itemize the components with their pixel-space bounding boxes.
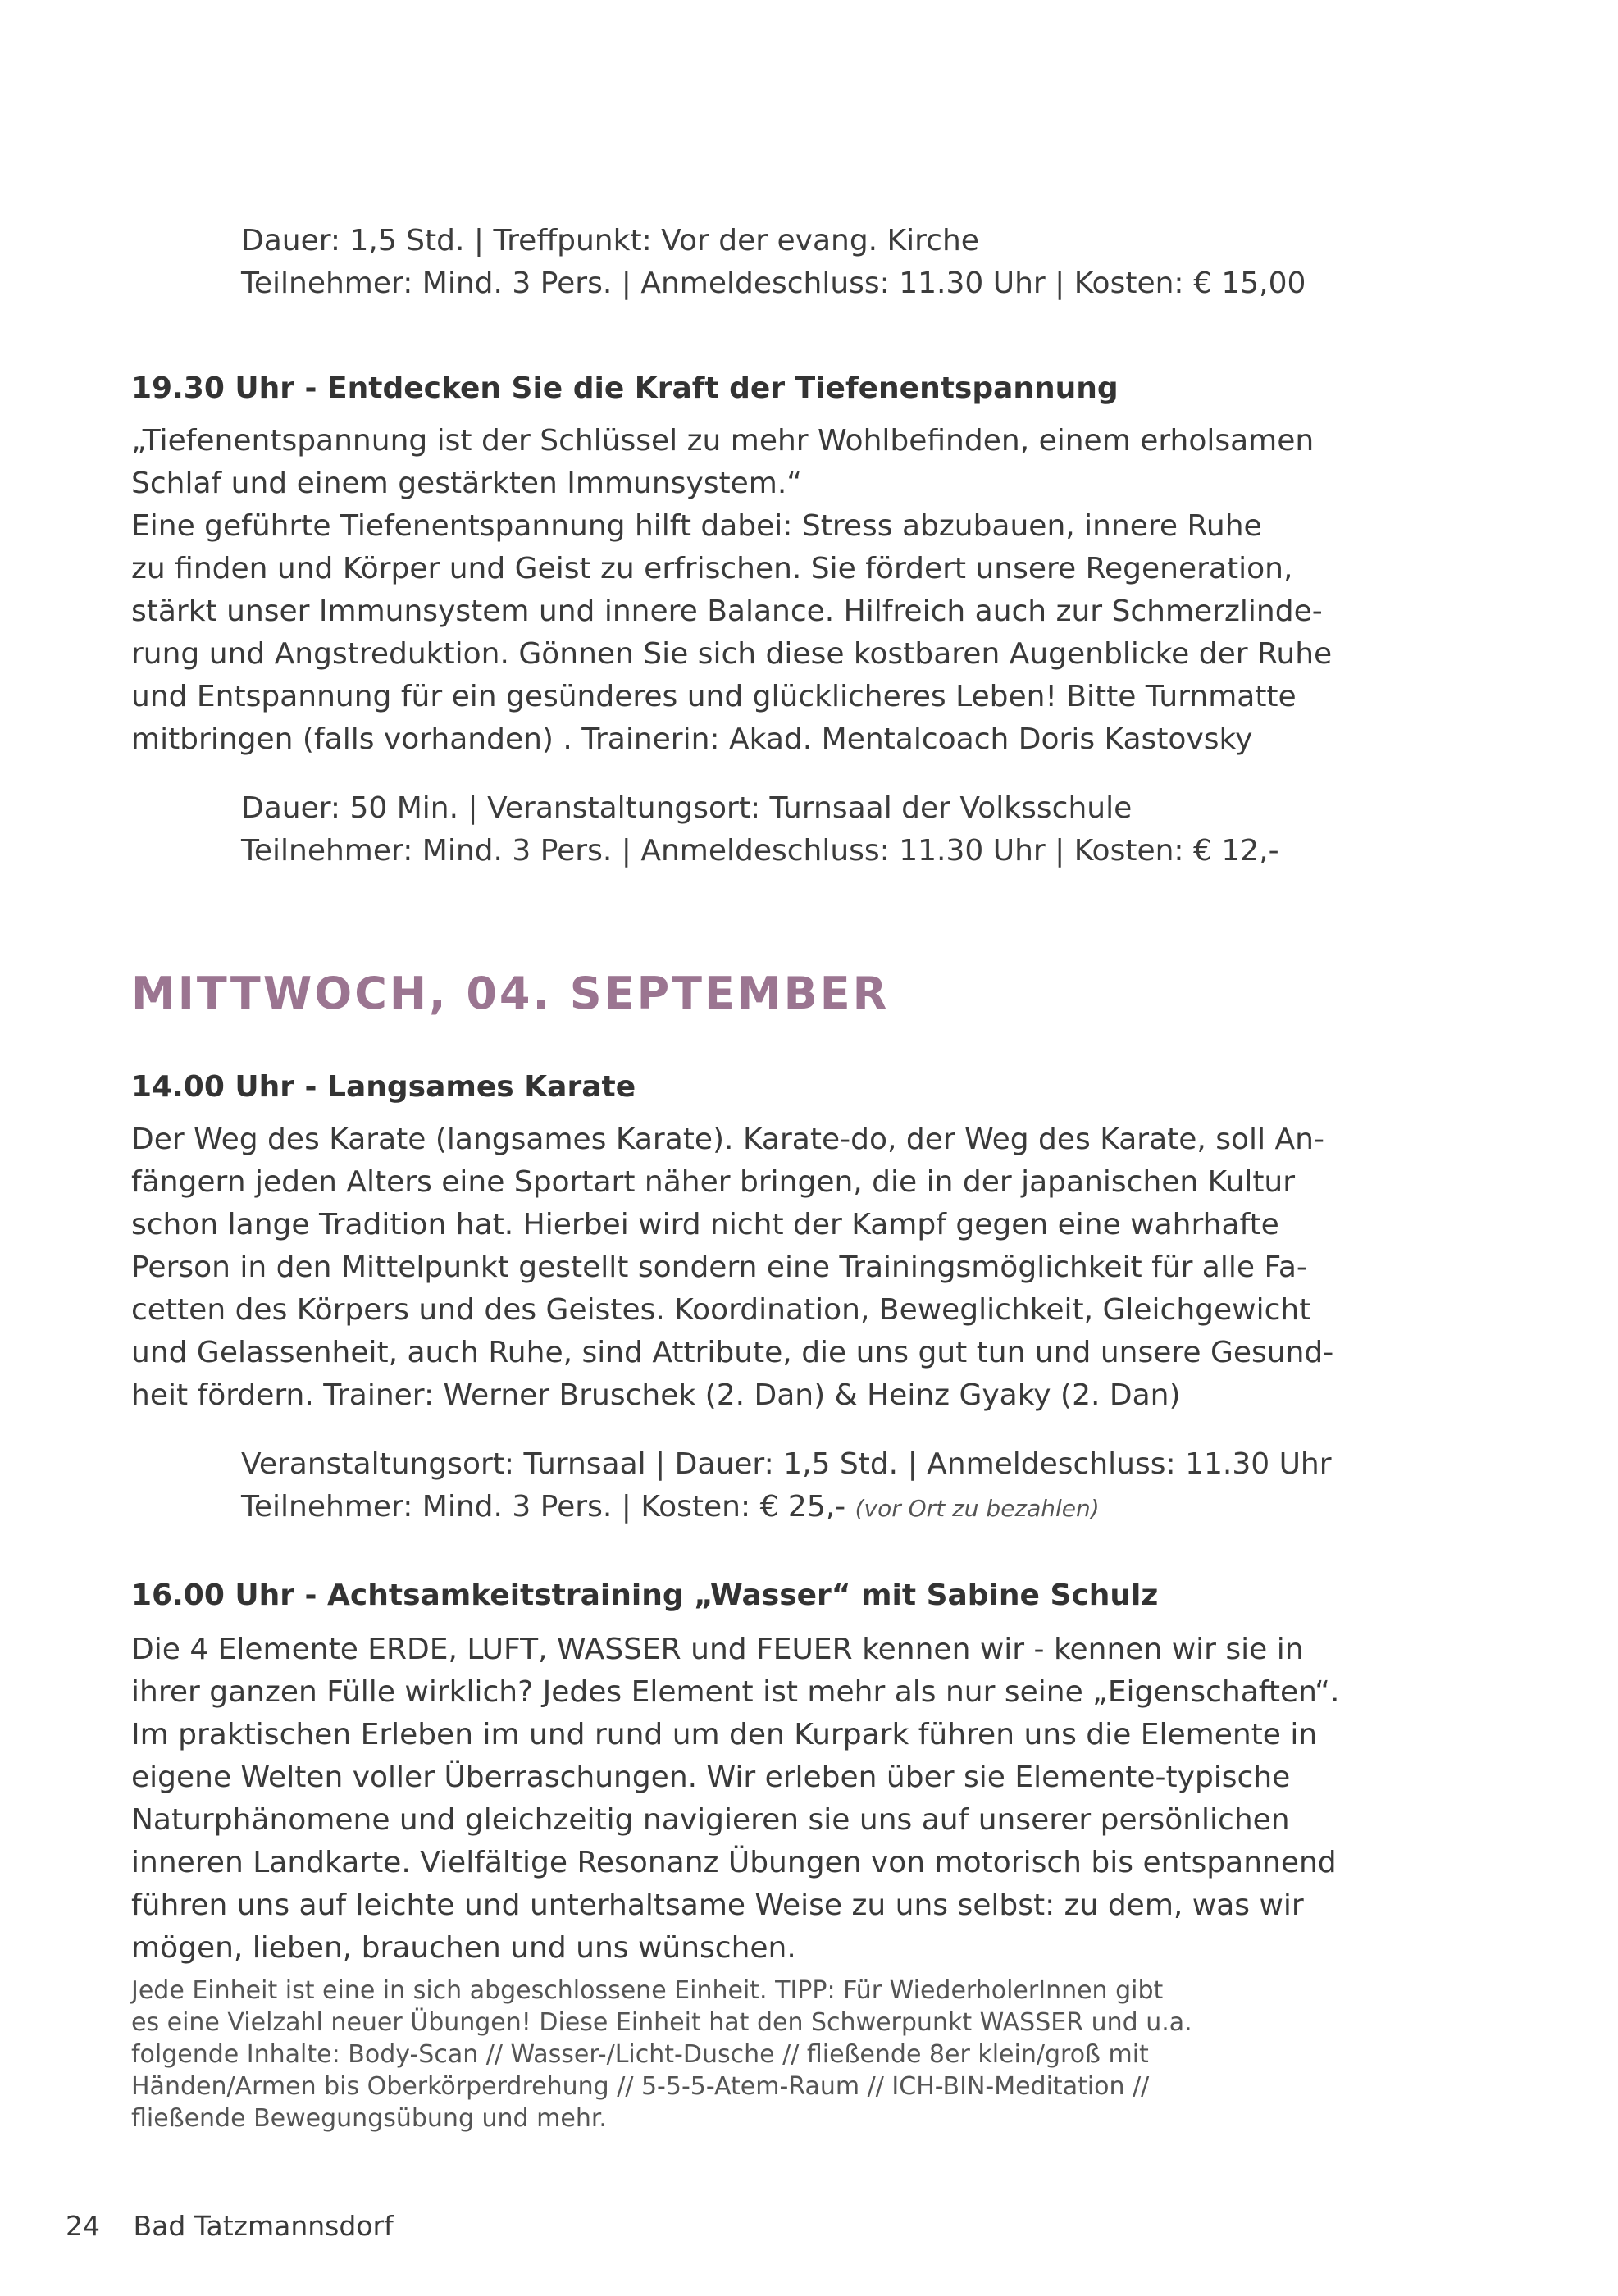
meta-line: Dauer: 1,5 Std. | Treffpunkt: Vor der evang. Kirche (241, 224, 979, 257)
description-line: Im praktischen Erleben im und rund um den Kurpark führen uns die Elemente in (131, 1718, 1318, 1752)
meta-line (241, 1486, 1332, 1530)
description-line: Der Weg des Karate (langsames Karate). Karate-do, der Weg des Karate, soll An- (131, 1123, 1324, 1156)
description-line: mögen, lieben, brauchen und uns wünschen. (131, 1931, 796, 1965)
description-line: fängern jeden Alters eine Sportart näher bringen, die in der japanischen Kultur (131, 1165, 1296, 1199)
description-line: stärkt unser Immunsystem und innere Balance. Hilfreich auch zur Schmerzlinde- (131, 594, 1323, 628)
description-line: „Tiefenentspannung ist der Schlüssel zu mehr Wohlbefinden, einem erholsamen (131, 424, 1315, 458)
meta-line: Teilnehmer: Mind. 3 Pers. | Anmeldeschluss: 11.30 Uhr | Kosten: € 15,00 (241, 266, 1306, 300)
note-line: Jede Einheit ist eine in sich abgeschlossene Einheit. TIPP: Für WiederholerInnen gibt (131, 1976, 1164, 2005)
note-line: Händen/Armen bis Oberkörperdrehung // 5-5-5-Atem-Raum // ICH-BIN-Meditation // (131, 2072, 1150, 2101)
description-line: ihrer ganzen Fülle wirklich? Jedes Element ist mehr als nur seine „Eigenschaften“. (131, 1675, 1340, 1709)
description-line: und Gelassenheit, auch Ruhe, sind Attribute, die uns gut tun und unsere Gesund- (131, 1336, 1334, 1369)
event-description (131, 1118, 1411, 1417)
description-line: rung und Angstreduktion. Gönnen Sie sich diese kostbaren Augenblicke der Ruhe (131, 637, 1333, 671)
page-footer (66, 2210, 394, 2242)
event-title: 14.00 Uhr - Langsames Karate (131, 1070, 636, 1104)
note-line: es eine Vielzahl neuer Übungen! Diese Einheit hat den Schwerpunkt WASSER und u.a. (131, 2008, 1192, 2037)
event-description (131, 420, 1411, 761)
description-line: mitbringen (falls vorhanden) . Trainerin: Akad. Mentalcoach Doris Kastovsky (131, 722, 1253, 756)
event-meta-block (241, 787, 1279, 872)
description-line: führen uns auf leichte und unterhaltsame Weise zu uns selbst: zu dem, was wir (131, 1888, 1304, 1922)
description-line: Person in den Mittelpunkt gestellt sondern eine Trainingsmöglichkeit für alle Fa- (131, 1250, 1307, 1284)
event-meta-block (241, 1443, 1332, 1530)
event-title: 16.00 Uhr - Achtsamkeitstraining „Wasser“ mit Sabine Schulz (131, 1578, 1159, 1612)
description-line: und Entspannung für ein gesünderes und glücklicheres Leben! Bitte Turnmatte (131, 680, 1297, 713)
description-line: cetten des Körpers und des Geistes. Koordination, Beweglichkeit, Gleichgewicht (131, 1293, 1311, 1327)
description-line: inneren Landkarte. Vielfältige Resonanz Übungen von motorisch bis entspannend (131, 1846, 1337, 1879)
note-line: folgende Inhalte: Body-Scan // Wasser-/Licht-Dusche // fließende 8er klein/groß mit (131, 2040, 1149, 2069)
event-meta-block (241, 220, 1306, 305)
footer-location: Bad Tatzmannsdorf (133, 2210, 394, 2242)
description-line: Eine geführte Tiefenentspannung hilft dabei: Stress abzubauen, innere Ruhe (131, 509, 1262, 543)
description-line: heit fördern. Trainer: Werner Bruschek (2. Dan) & Heinz Gyaky (2. Dan) (131, 1378, 1181, 1412)
note-line: fließende Bewegungsübung und mehr. (131, 2104, 607, 2133)
day-heading: MITTWOCH, 04. SEPTEMBER (131, 968, 890, 1019)
description-line: schon lange Tradition hat. Hierbei wird nicht der Kampf gegen eine wahrhafte (131, 1208, 1279, 1241)
payment-note: (vor Ort zu bezahlen) (855, 1495, 1100, 1522)
description-line: zu finden und Körper und Geist zu erfrischen. Sie fördert unsere Regeneration, (131, 552, 1293, 585)
meta-text: Teilnehmer: Mind. 3 Pers. | Kosten: € 25,- (241, 1490, 846, 1524)
description-line: Die 4 Elemente ERDE, LUFT, WASSER und FEUER kennen wir - kennen wir sie in (131, 1633, 1304, 1666)
description-line: eigene Welten voller Überraschungen. Wir erleben über sie Elemente-typische (131, 1761, 1291, 1794)
event-title: 19.30 Uhr - Entdecken Sie die Kraft der Tiefenentspannung (131, 371, 1119, 405)
page-number: 24 (66, 2210, 100, 2242)
meta-line: Dauer: 50 Min. | Veranstaltungsort: Turnsaal der Volksschule (241, 791, 1133, 825)
event-description (131, 1629, 1411, 1970)
description-line: Naturphänomene und gleichzeitig navigieren sie uns auf unserer persönlichen (131, 1803, 1290, 1837)
description-line: Schlaf und einem gestärkten Immunsystem.“ (131, 467, 802, 500)
meta-line: Veranstaltungsort: Turnsaal | Dauer: 1,5 Std. | Anmeldeschluss: 11.30 Uhr (241, 1447, 1332, 1481)
meta-line: Teilnehmer: Mind. 3 Pers. | Anmeldeschluss: 11.30 Uhr | Kosten: € 12,- (241, 834, 1279, 868)
event-note (131, 1975, 1411, 2134)
